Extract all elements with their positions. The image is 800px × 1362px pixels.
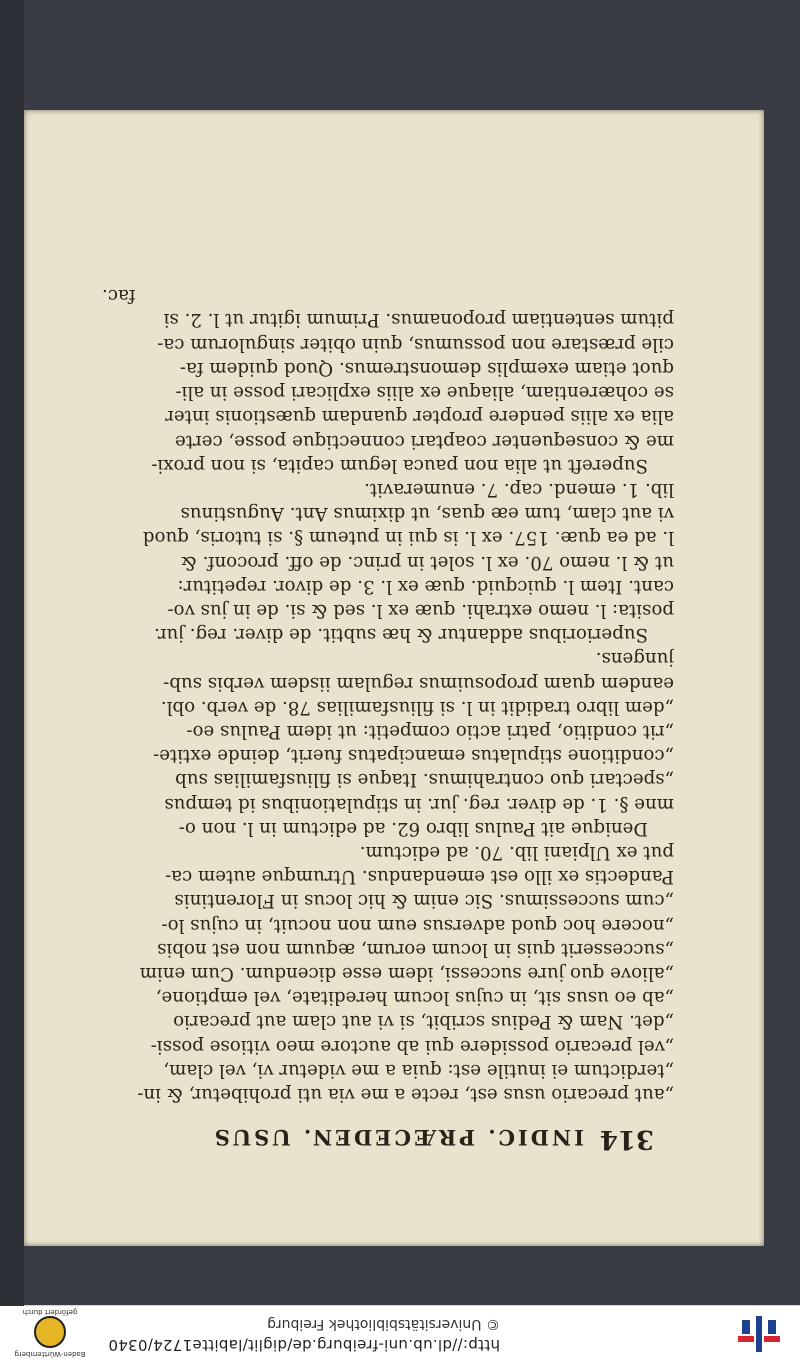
book-edge bbox=[0, 0, 24, 1306]
text-line: Pandectis ex illo est emendandus. Utrumque autem ca- bbox=[165, 866, 674, 888]
text-line: quot etiam exemplis demonstremus. Quod quidem fa- bbox=[179, 357, 674, 379]
text-line: „aliove quo jure successi, idem esse dicendum. Cum enim bbox=[139, 962, 674, 984]
funder-label-top: Baden-Württemberg bbox=[14, 1350, 86, 1358]
text-line: Denique ait Paulus libro 62. ad edictum in l. non o- bbox=[178, 817, 648, 839]
text-line: mne §. 1. de diver. reg. jur. in stipulationibus id tempus bbox=[164, 793, 674, 815]
text-line: eandem quam proposuimus regulam iisdem verbis sub- bbox=[163, 672, 674, 694]
text-line: lib. 1. emend. cap. 7. enumeravit. bbox=[364, 478, 674, 500]
text-line: „terdictum ei inutile est: quia a me videtur vi, vel clam, bbox=[163, 1059, 674, 1081]
text-line: jungens. bbox=[595, 648, 674, 670]
text-line: „vel precario possidere qui ab auctore meo vitiose possi- bbox=[150, 1035, 674, 1057]
page-number: 314 bbox=[599, 1124, 654, 1154]
text-line: vi aut clam, tum eæ quas, ut diximus Ant. Augustinus bbox=[180, 503, 674, 525]
text-line: Supereft ut alia non pauca legum capita, si non proxi- bbox=[151, 454, 648, 476]
text-line: „ab eo usus sit, in cujus locum hereditate, vel emptione, bbox=[155, 987, 674, 1009]
text-line: ut & l. nemo 70. ex l. solet in princ. de off. proconf. & bbox=[180, 551, 674, 573]
text-line: cile præstare non possumus, quin obiter singulorum ca- bbox=[157, 333, 674, 355]
text-line: me & consequenter coaptari connectique posse, certe bbox=[175, 430, 674, 452]
scanned-page bbox=[24, 110, 764, 1246]
funder-label-bottom: gefördert durch bbox=[22, 1308, 78, 1316]
text-line: „rit conditio, patri actio competit: ut idem Paulus eo- bbox=[186, 720, 674, 742]
university-logo-icon bbox=[730, 1314, 786, 1354]
body-text bbox=[94, 283, 674, 1106]
text-line: „dem libro tradidit in l. si filiusfamilias 78. de verb. obl. bbox=[160, 696, 674, 718]
text-line: pitum sententiam proponamus. Primum igitur ut l. 2. si bbox=[163, 309, 674, 331]
page-header bbox=[24, 1114, 764, 1154]
running-title: INDIC. PRÆCEDEN. USUS bbox=[211, 1125, 584, 1150]
text-line: se cohærentiam, aliaque ex aliis explicari posse in ali- bbox=[175, 382, 674, 404]
text-line: „det. Nam & Pedius scribit, si vi aut clam aut precario bbox=[173, 1011, 674, 1033]
text-line: „successerit quis in locum eorum, æquum non est nobis bbox=[157, 938, 674, 960]
text-line: put ex Ulpiani lib. 70. ad edictum. bbox=[359, 841, 674, 863]
catchword: fac. bbox=[102, 285, 136, 307]
text-line: Superioribus addantur & hæ subtit. de diver. reg. jur. bbox=[154, 624, 648, 646]
text-line: cant. Item l. quicquid. quæ ex l. 3. de divor. repetitur: bbox=[177, 575, 674, 597]
source-banner bbox=[0, 1305, 800, 1362]
text-line: posita: l. nemo extrahi. quæ ex l. sed & si. de in jus vo- bbox=[167, 599, 674, 621]
text-line: l. ad ea quæ. 157. ex l. is qui in puteum §. si tutoris, quod bbox=[142, 527, 674, 549]
state-seal-icon bbox=[34, 1316, 66, 1348]
funder-badge bbox=[4, 1310, 96, 1358]
text-line: „conditione stipulatus emancipatus fuerit, deinde extite- bbox=[153, 745, 674, 767]
copyright-notice: © Universitätsbibliothek Freiburg bbox=[267, 1316, 500, 1332]
text-line: „nocere hoc quod adversus eum non nocuit, in cujus lo- bbox=[161, 914, 674, 936]
text-line: „aut precario usus est, recte a me via uti prohibetur, & in- bbox=[137, 1084, 674, 1105]
text-line: alia ex aliis pendere propter quandam quæstionis inter bbox=[165, 406, 674, 428]
text-line: „spectari quo contrahimus. Itaque si filiusfamilias sub bbox=[175, 769, 674, 791]
source-url-link[interactable]: http://dl.ub.uni-freiburg.de/diglit/labitte1724/0340 bbox=[108, 1336, 500, 1354]
text-line: „cum successimus. Sic enim & hic locus in Florentinis bbox=[174, 890, 674, 912]
